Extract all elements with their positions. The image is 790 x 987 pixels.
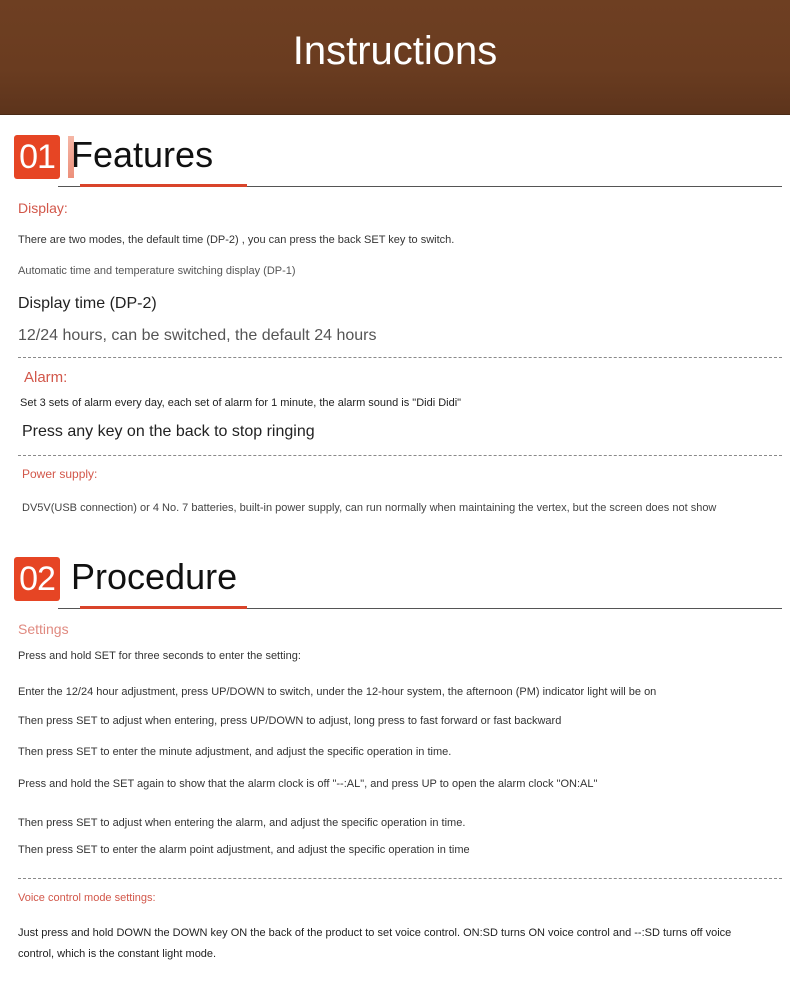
section-title: Features xyxy=(71,134,214,175)
settings-step: Then press SET to enter the alarm point adjustment, and adjust the specific operation in time xyxy=(18,844,470,856)
alarm-text: Press any key on the back to stop ringing xyxy=(22,423,315,440)
section-procedure-heading xyxy=(0,553,790,623)
settings-step: Then press SET to adjust when entering the alarm, and adjust the specific operation in time. xyxy=(18,817,466,829)
section-number-badge: 02 xyxy=(14,557,60,601)
settings-step: Then press SET to enter the minute adjustment, and adjust the specific operation in time. xyxy=(18,746,452,758)
display-label: Display: xyxy=(18,200,68,216)
section-title: Procedure xyxy=(71,556,238,597)
page-header xyxy=(0,0,790,115)
settings-step: Then press SET to adjust when entering, press UP/DOWN to adjust, long press to fast forward or fast backward xyxy=(18,715,562,727)
dashed-divider xyxy=(18,878,782,879)
section-features-heading xyxy=(0,130,790,200)
display-text: 12/24 hours, can be switched, the default 24 hours xyxy=(18,327,377,344)
dashed-divider xyxy=(18,357,782,358)
settings-label: Settings xyxy=(18,621,69,637)
settings-step: Press and hold SET for three seconds to enter the setting: xyxy=(18,650,301,662)
voice-control-text: Just press and hold DOWN the DOWN key ON the back of the product to set voice control. ON:SD turns ON voice control and --:SD turns off voice control, which is the constant light mode. xyxy=(18,927,732,960)
voice-control-label: Voice control mode settings: xyxy=(18,892,156,904)
display-text: There are two modes, the default time (DP-2) , you can press the back SET key to switch. xyxy=(18,234,455,246)
power-text: DV5V(USB connection) or 4 No. 7 batteries, built-in power supply, can run normally when maintaining the vertex, but the screen does not show xyxy=(22,502,717,514)
section-number-badge: 01 xyxy=(14,135,60,179)
alarm-text: Set 3 sets of alarm every day, each set of alarm for 1 minute, the alarm sound is "Didi Didi" xyxy=(20,397,462,409)
display-text: Automatic time and temperature switching display (DP-1) xyxy=(18,265,296,277)
settings-step: Press and hold the SET again to show that the alarm clock is off "--:AL", and press UP to open the alarm clock "ON:AL" xyxy=(18,778,598,790)
dashed-divider xyxy=(18,455,782,456)
section-underline-accent xyxy=(80,184,247,187)
display-text: Display time (DP-2) xyxy=(18,295,157,312)
section-underline-accent xyxy=(80,606,247,609)
page-title: Instructions xyxy=(292,29,498,73)
alarm-label: Alarm: xyxy=(24,369,68,386)
power-label: Power supply: xyxy=(22,467,98,481)
settings-step: Enter the 12/24 hour adjustment, press UP/DOWN to switch, under the 12-hour system, the afternoon (PM) indicator light will be on xyxy=(18,686,657,698)
